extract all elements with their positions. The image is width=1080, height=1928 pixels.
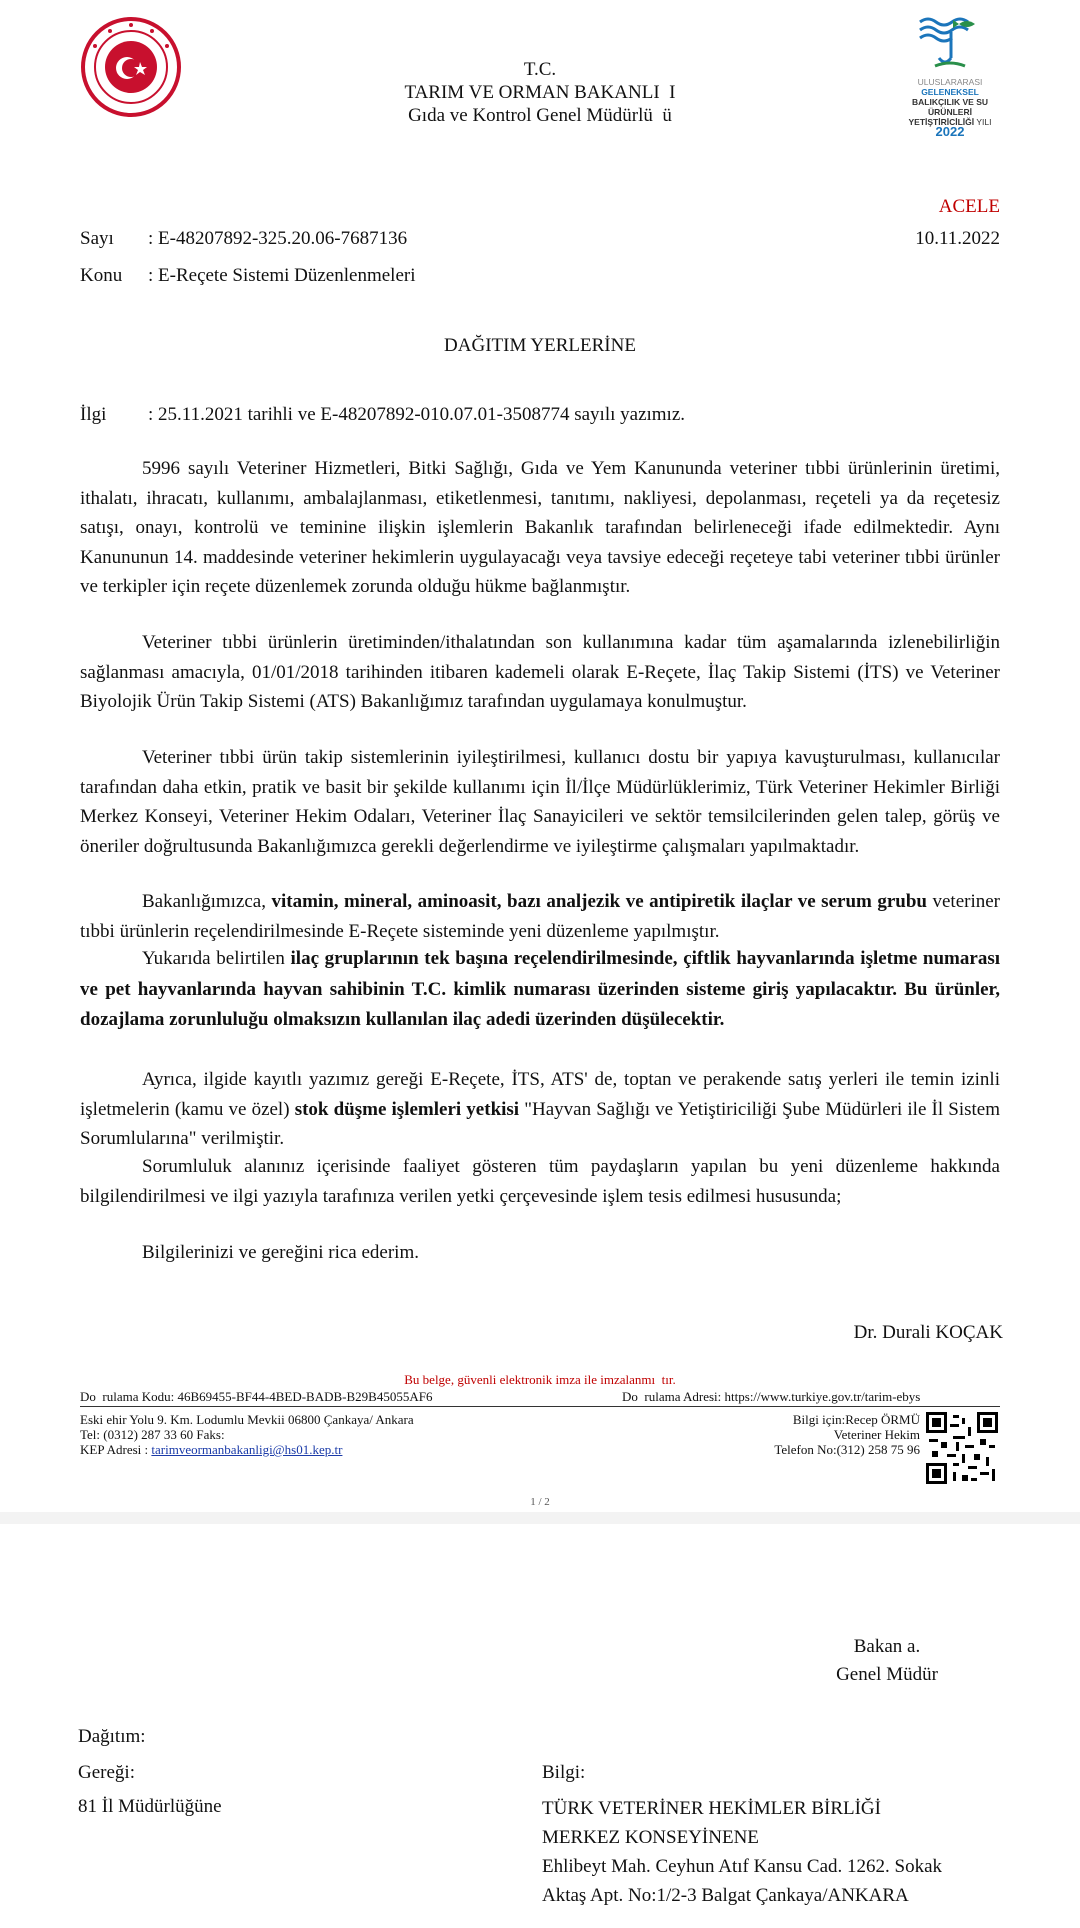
fisheries-year-logo [890, 12, 1010, 139]
ilgi-value: : 25.11.2021 tarihli ve E-48207892-010.07.01-3508774 sayılı yazımız. [148, 404, 686, 425]
bilgi-line-4: Aktaş Apt. No:1/2-3 Balgat Çankaya/ANKARA [542, 1885, 909, 1906]
p6-bold: stok düşme işlemleri yetkisi [294, 1098, 520, 1120]
footer-divider [80, 1406, 1000, 1407]
konu-value: : E-Reçete Sistemi Düzenlenmeleri [148, 265, 416, 286]
bilgi-label: Bilgi: [542, 1762, 586, 1783]
footer-contact-title: Veteriner Hekim [833, 1427, 920, 1442]
p4-text-c: veteriner tıbbi ürünlerin reçelendirilmesinde E-Reçete sisteminde yeni düzenleme yapılmıştır. [80, 891, 1001, 942]
body-paragraph-6 [80, 1065, 1000, 1154]
footer-tel: Tel: (0312) 287 33 60 Faks: [80, 1427, 225, 1442]
page-break [0, 1512, 1080, 1524]
header-ministry: TARIM VE ORMAN BAKANLI I [404, 82, 676, 103]
konu-label: Konu [80, 265, 123, 286]
body-paragraph-4 [80, 887, 1000, 946]
kep-label: KEP Adresi : [80, 1442, 152, 1457]
header-directorate: Gıda ve Kontrol Genel Müdürlü ü [408, 105, 672, 126]
bilgi-line-1: TÜRK VETERİNER HEKİMLER BİRLİĞİ [542, 1798, 881, 1819]
body-paragraph-3: Veteriner tıbbi ürün takip sistemlerinin iyileştirilmesi, kullanıcı dostu bir yapıya kavuşturulması, kullanıcılar tarafından daha etkin, pratik ve basit bir şekilde kullanımı için İl/İlçe Müdürlüklerimiz, Türk Veteriner Hekimler Birliği Merkez Konseyi, Veteriner Hekim Odaları, Veteriner İlaç Sanayicileri ve sektör temsilcilerinden gelen talep, görüş ve öneriler doğrultusunda Bakanlığımızca gerekli değerlendirme ve iyileştirme çalışmaları yapılmaktadır. [80, 747, 1000, 857]
verify-code: Do rulama Kodu: 46B69455-BF44-4BED-BADB-B29B45055AF6 [80, 1389, 433, 1404]
logo-year: 2022 [935, 124, 965, 139]
gerek-label: Gereği: [78, 1762, 135, 1783]
p6-text-c: "Hayvan Sağlığı ve Yetiştiriciliği Şube Müdürleri ile İl Sistem Sorumlularına" verilmiştir. [80, 1098, 1000, 1149]
footer-contact-name: Bilgi için:Recep ÖRMÜ [792, 1412, 920, 1427]
kep-link[interactable]: tarimveormanbakanligi@hs01.kep.tr [151, 1442, 343, 1457]
signatory-title-2: Genel Müdür [836, 1664, 938, 1685]
bilgi-line-3: Ehlibeyt Mah. Ceyhun Atıf Kansu Cad. 1262. Sokak [542, 1856, 943, 1877]
sayi-label: Sayı [80, 228, 114, 249]
qr-code[interactable] [926, 1412, 998, 1484]
footer-kep [80, 1442, 414, 1457]
logo-text-3b: YILI [974, 117, 992, 127]
urgency-label: ACELE [938, 196, 1000, 217]
p5-bold: ilaç gruplarının tek başına reçelendirilmesinde, çiftlik hayvanlarında işletme numarası ve pet hayvanlarında hayvan sahibinin T.C. kimlik numarası üzerinden sisteme giriş yapılacaktır. Bu ürünler, dozajlama zorunluluğu olmaksızın kullanılan ilaç adedi üzerinden düşülecektir. [80, 948, 1000, 1030]
body-paragraph-8: Bilgilerinizi ve gereğini rica ederim. [142, 1242, 419, 1263]
signatory-name: Dr. Durali KOÇAK [853, 1322, 1003, 1343]
footer-contact-phone: Telefon No:(312) 258 75 96 [774, 1442, 920, 1457]
logo-text-1b: GELENEKSEL [921, 87, 979, 97]
esign-note: Bu belge, güvenli elektronik imza ile imzalanmı tır. [404, 1372, 676, 1387]
gerek-item: 81 İl Müdürlüğüne [78, 1796, 222, 1817]
signatory-title-1: Bakan a. [853, 1636, 921, 1657]
p6-text-a: Ayrıca, ilgide kayıtlı yazımız gereği E-Reçete, İTS, ATS' de, toptan ve perakende satış yerleri ile temin izinli işletmelerin (kamu ve özel) [80, 1069, 1000, 1120]
recipient-heading: DAĞITIM YERLERİNE [444, 335, 636, 356]
logo-text-2: BALIKÇILIK VE SU ÜRÜNLERİ [911, 97, 989, 117]
fish-wave-icon [915, 12, 985, 74]
sayi-value: : E-48207892-325.20.06-7687136 [148, 228, 408, 249]
header-tc: T.C. [523, 59, 557, 80]
ilgi-label: İlgi [80, 404, 107, 425]
distribution-label: Dağıtım: [78, 1726, 146, 1747]
body-paragraph-2: Veteriner tıbbi ürünlerin üretiminden/ithalatından son kullanımına kadar tüm aşamalarında izlenebilirliğin sağlanması amacıyla, 01/01/2018 tarihinden itibaren kademeli olarak E-Reçete, İlaç Takip Sistemi (İTS) ve Veteriner Biyolojik Ürün Takip Sistemi (ATS) Bakanlığımız tarafından uygulamaya konulmuştur. [80, 632, 1000, 712]
logo-text-1a: ULUSLARARASI [917, 77, 983, 87]
logo-text-3a: YETİŞTİRİCİLİĞİ [908, 117, 975, 127]
p4-text-a: Bakanlığımızca, [142, 891, 272, 912]
footer-address: Eski ehir Yolu 9. Km. Lodumlu Mevkii 06800 Çankaya/ Ankara [80, 1412, 414, 1427]
p5-text-a: Yukarıda belirtilen [142, 948, 291, 969]
body-paragraph-1: 5996 sayılı Veteriner Hizmetleri, Bitki Sağlığı, Gıda ve Yem Kanununda veteriner tıbbi ürünlerinin üretimi, ithalatı, ihracatı, kullanımı, ambalajlanması, etiketlenmesi, tanıtımı, nakliyesi, depolanması, reçeteli ya da reçetesiz satışı, onayı, kontrolü ve teminine ilişkin işlemlerin Bakanlık tarafından belirleneceği ifade edilmektedir. Aynı Kanununun 14. maddesinde veteriner hekimlerin uygulayacağı veya tavsiye edeceği reçeteye tabi veteriner tıbbi ürünler ve terkipler için reçete düzenlemek zorunda olduğu hükme bağlanmıştır. [80, 458, 1000, 597]
verify-url: Do rulama Adresi: https://www.turkiye.gov.tr/tarim-ebys [622, 1389, 921, 1404]
body-paragraph-7: Sorumluluk alanınız içerisinde faaliyet gösteren tüm paydaşların yapılan bu yeni düzenleme hakkında bilgilendirilmesi ve ilgi yazıyla tarafınıza verilen yetki çerçevesinde işlem tesis edilmesi hususunda; [80, 1156, 1000, 1207]
p4-bold: vitamin, mineral, aminoasit, bazı analjezik ve antipiretik ilaçlar ve serum grubu [271, 891, 927, 912]
document-date: 10.11.2022 [915, 228, 1000, 249]
bilgi-line-2: MERKEZ KONSEYİNENE [542, 1827, 759, 1848]
ministry-seal-logo [80, 16, 182, 118]
body-paragraph-5 [80, 944, 1000, 1036]
page-number: 1 / 2 [530, 1496, 550, 1508]
